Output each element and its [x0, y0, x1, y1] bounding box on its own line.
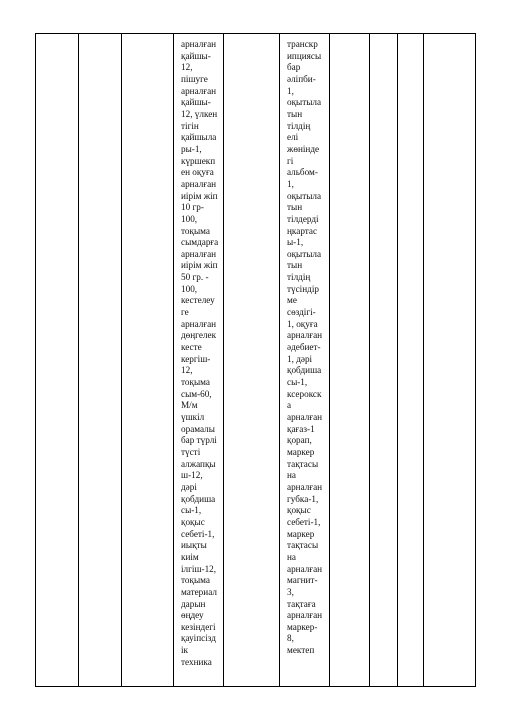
table-cell-col-2: [79, 34, 122, 687]
table-cell-col-10: [424, 34, 476, 687]
table-cell-col-1: [36, 34, 79, 687]
table-row: [36, 34, 476, 687]
table-cell-col-3: [122, 34, 174, 687]
table-cell-col-7: [330, 34, 370, 687]
materials-list-text: транскр ипциясы бар әліпби- 1, оқытыла тын тілдің елі жөнінде гі альбом- 1, оқытыла тын тілдерді ңкартас ы-1, оқытыла тын тілдің түсіндір ме сөздігі- 1, оқуға арналған әдебиет- 1, дәрі қобдиша сы-1, ксерокск а арналған қағаз-1 қорап, маркер тақтасы на арналған губка-1, қоқыс себеті-1, маркер тақтасы на арналған магнит- 3, тақтаға арналған маркер- 8, мектеп: [287, 39, 323, 656]
equipment-list-text: арналған қайшы- 12, пішуге арналған қайшы- 12, үлкен тігін қайшыла ры-1, күршекп ен оқуға арналған иірім жіп 10 гр- 100, тоқыма сымдарға арналған иірім жіп 50 гр. - 100, кестелеу ге арналған дөңгелек кесте кергіш- 12, тоқыма сым-60, М/м үшкіл орамалы бар түрлі түсті алжапқы ш-12, дәрі қобдиша сы-1, қоқыс себеті-1, иықты киім ілгіш-12, тоқыма материал дарын өңдеу кезіндегі қауіпсізд ік техника: [181, 39, 219, 667]
equipment-table: [35, 33, 476, 687]
table-cell-col-9: [398, 34, 424, 687]
table-cell-col-6: [280, 34, 330, 687]
table-cell-col-8: [370, 34, 398, 687]
table-cell-col-5: [224, 34, 280, 687]
table-cell-col-4: [174, 34, 224, 687]
